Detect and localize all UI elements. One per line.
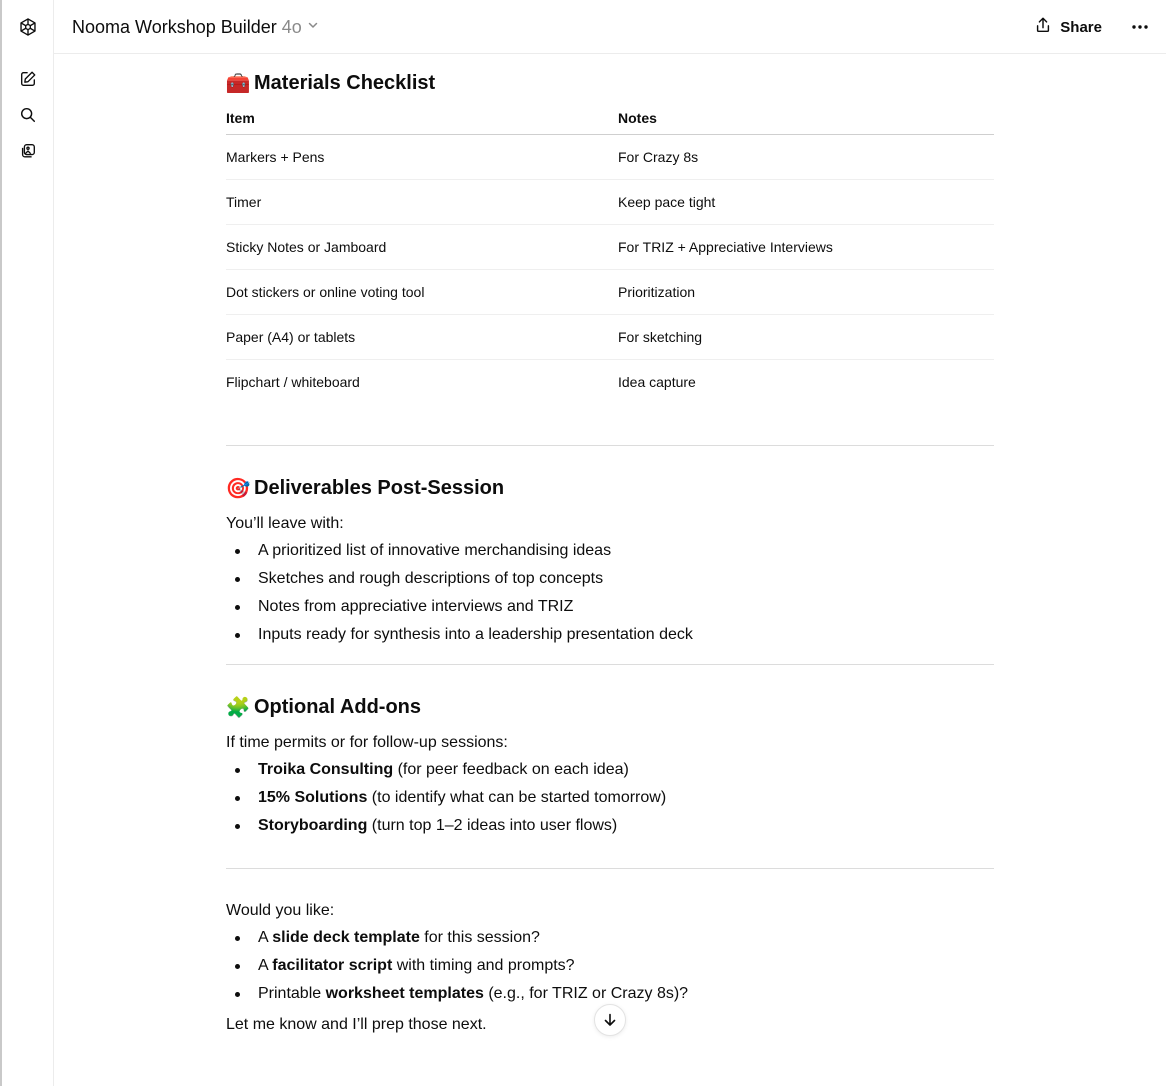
puzzle-icon: 🧩 [225, 696, 251, 719]
library-icon[interactable] [14, 137, 42, 165]
section-divider [226, 445, 994, 446]
addon-desc: (for peer feedback on each idea) [393, 761, 629, 778]
search-icon[interactable] [14, 101, 42, 129]
item-rest: with timing and prompts? [392, 957, 575, 974]
addons-list [226, 756, 994, 840]
list-item [226, 812, 994, 840]
addon-name: 15% Solutions [258, 789, 368, 806]
cell-notes: Keep pace tight [618, 179, 994, 224]
item-bold: worksheet templates [325, 985, 484, 1002]
cell-item: Dot stickers or online voting tool [226, 269, 618, 314]
sidebar-rail [2, 0, 54, 1086]
addon-name: Troika Consulting [258, 761, 394, 778]
section-divider [226, 868, 994, 869]
item-bold: slide deck template [272, 929, 420, 946]
cell-item: Timer [226, 179, 618, 224]
materials-table [226, 102, 994, 404]
list-item: A prioritized list of innovative merchandising ideas [226, 537, 994, 565]
more-icon [1131, 24, 1149, 30]
chevron-down-icon [307, 18, 319, 36]
materials-title: Materials Checklist [254, 71, 436, 94]
new-chat-icon[interactable] [14, 65, 42, 93]
addon-desc: (turn top 1–2 ideas into user flows) [367, 817, 618, 834]
cell-notes: For sketching [618, 314, 994, 359]
list-item [226, 784, 994, 812]
cell-notes: Idea capture [618, 373, 696, 390]
model-name: 4o [281, 16, 302, 37]
model-picker[interactable] [72, 15, 319, 39]
item-prefix: A [258, 957, 273, 974]
chat-message [226, 54, 994, 1034]
cell-item: Paper (A4) or tablets [226, 314, 618, 359]
followup-intro: Would you like: [226, 902, 335, 919]
share-icon [1034, 16, 1052, 38]
table-row [226, 269, 994, 314]
openai-logo-icon[interactable] [14, 13, 42, 41]
top-header [54, 0, 1166, 54]
addons-heading [226, 692, 994, 722]
materials-heading [226, 68, 994, 98]
table-row [226, 179, 994, 224]
list-item: Sketches and rough descriptions of top concepts [226, 565, 994, 593]
list-item: Inputs ready for synthesis into a leadership presentation deck [226, 621, 994, 649]
deliverables-title: Deliverables Post-Session [254, 476, 505, 499]
list-item [226, 756, 994, 784]
addon-desc: (to identify what can be started tomorrow) [367, 789, 667, 806]
table-row [226, 359, 994, 404]
share-label: Share [1060, 18, 1102, 36]
deliverables-intro: You’ll leave with: [226, 515, 344, 532]
cell-item: Markers + Pens [226, 134, 618, 179]
followup-closing: Let me know and I’ll prep those next. [226, 1016, 487, 1033]
table-row [226, 134, 994, 179]
arrow-down-icon [602, 1012, 618, 1028]
table-row [226, 224, 994, 269]
cell-notes: Prioritization [618, 269, 994, 314]
followup-list [226, 924, 994, 1008]
cell-notes: For Crazy 8s [618, 134, 994, 179]
item-prefix: Printable [258, 985, 326, 1002]
cell-notes: For TRIZ + Appreciative Interviews [618, 224, 994, 269]
deliverables-list [226, 537, 994, 649]
target-icon: 🎯 [225, 477, 251, 500]
table-header-row [226, 102, 994, 134]
addons-title: Optional Add-ons [254, 695, 422, 718]
scroll-to-bottom-button[interactable] [594, 1004, 626, 1036]
cell-item: Flipchart / whiteboard [226, 373, 360, 390]
toolbox-icon: 🧰 [225, 72, 251, 95]
list-item [226, 952, 994, 980]
item-prefix: A [258, 929, 273, 946]
share-button[interactable] [1034, 15, 1102, 39]
addons-intro: If time permits or for follow-up sessions: [226, 734, 508, 751]
table-row [226, 314, 994, 359]
list-item: Notes from appreciative interviews and TRIZ [226, 593, 994, 621]
item-bold: facilitator script [272, 957, 393, 974]
item-rest: for this session? [419, 929, 540, 946]
column-header-notes: Notes [618, 102, 994, 134]
deliverables-heading [226, 473, 994, 503]
more-options-button[interactable] [1128, 15, 1152, 39]
item-rest: (e.g., for TRIZ or Crazy 8s)? [483, 985, 689, 1002]
cell-item: Sticky Notes or Jamboard [226, 224, 618, 269]
app-title: Nooma Workshop Builder [72, 16, 277, 37]
section-divider [226, 664, 994, 665]
list-item [226, 924, 994, 952]
column-header-item: Item [226, 102, 618, 134]
addon-name: Storyboarding [258, 817, 368, 834]
